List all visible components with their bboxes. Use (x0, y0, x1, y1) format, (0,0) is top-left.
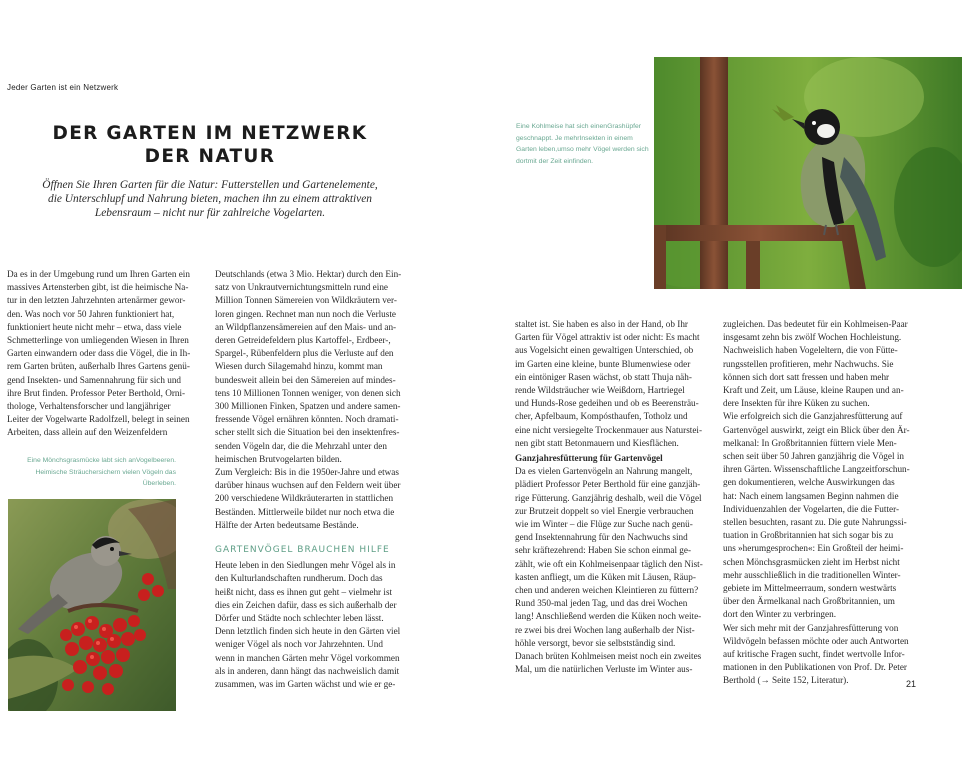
section-heading: GARTENVÖGEL BRAUCHEN HILFE (215, 545, 390, 556)
text-line: Heute leben in den Siedlungen mehr Vögel als in (215, 560, 396, 571)
text-column-3 (515, 318, 713, 676)
running-head: Jeder Garten ist ein Netzwerk (7, 83, 119, 92)
text-line: cher, Apfelbaum, Kompósthaufen, Totholz und (515, 411, 688, 422)
text-line: bundesweit allein bei den Sämereien auf mindes- (215, 374, 396, 385)
text-line: Rund 350-mal jeden Tag, und das drei Wochen (515, 598, 688, 609)
body-paragraph (515, 318, 713, 450)
text-line: gend Insektennahrung für den Nachwuchs sind (515, 532, 688, 543)
body-paragraph (515, 465, 713, 676)
text-line: ihren Gärten. Wissenschaftliche Langzeitforschun- (723, 464, 910, 475)
text-line: Nachweislich haben Vogeleltern, die von Fütte- (723, 345, 898, 356)
text-line: Garten für Vögel attraktiv ist oder nicht: Es macht (515, 332, 700, 343)
text-line: heißt nicht, dass es ihnen gut geht – vielmehr ist (215, 586, 393, 597)
text-line: schen Mönchsgrasmücken zieht im Herbst nicht (723, 556, 900, 567)
photo-caption-right (516, 121, 651, 167)
text-line: Schmetterlinge von umliegenden Wiesen in Ihren (7, 335, 189, 346)
text-line: höhle versorgt, bevor sie selbstständig sind. (515, 637, 676, 648)
page-number: 21 (906, 679, 917, 689)
text-line: Wiesen durch Silagemahd hinzu, kommt man (215, 361, 383, 372)
text-line: wie im Winter – die Flüge zur Suche nach genü- (515, 519, 693, 530)
body-paragraph (215, 268, 413, 532)
text-line: scher stellt sich die Situation bei den insektenfres- (215, 427, 400, 438)
text-line: kasten anfliegt, um die Küken mit Läusen, Räup- (515, 571, 696, 582)
text-line: Mal, um die natürlichen Verluste im Winter aus- (515, 664, 693, 675)
text-line: thologe, Verhaltensforscher und langjähriger (7, 401, 171, 412)
text-line: Da es vielen Gartenvögeln an Nahrung mangelt, (515, 466, 693, 477)
text-line: loren gingen. Rechnet man nun noch die Verluste (215, 308, 396, 319)
text-line: rende Wildsträucher wie Weißdorn, Hartriegel (515, 385, 685, 396)
text-line: Vogelbeeren. Heimische Sträucher (35, 457, 176, 476)
text-line: zählt, wie oft ein Kohlmeisenpaar täglich den Nist- (515, 558, 703, 569)
text-line: Eine Kohlmeise hat sich einen (516, 123, 608, 130)
blackcap-photo (8, 499, 176, 711)
text-column-2 (215, 268, 413, 691)
text-line: den Kulturlandschaften rundherum. Doch das (215, 573, 383, 584)
text-line: weniger Vögel als noch vor Jahrzehnten. Und (215, 639, 383, 650)
text-line: senden Vögeln dar, die die Mehrzahl unter den (215, 440, 387, 451)
text-line: im Garten eine kleine, bunte Blumenwiese oder (515, 358, 691, 369)
text-line: darüber hinaus wuchsen auf den Feldern weit über (215, 480, 401, 491)
page-title (40, 122, 380, 168)
text-line: insgesamt zehn bis zwölf Wochen Hochleistung. (723, 332, 902, 343)
text-line: können sich dort satt fressen und haben mehr (723, 371, 890, 382)
lead-paragraph (38, 178, 382, 220)
text-line: umso mehr Vögel werden sich dort (516, 146, 649, 165)
text-line: schen seit über 50 Jahren ganzjährig die Vögel in (723, 451, 904, 462)
text-line: Da es in der Umgebung rund um Ihren Garten ein (7, 269, 190, 279)
text-line: auf kritische Fragen sucht, findet wertvolle Infor- (723, 649, 905, 660)
text-line: dort den Winter zu verbringen. (723, 609, 836, 620)
text-line: satz von Unkrautvernichtungsmitteln rund eine (215, 282, 388, 293)
text-line: Deutschlands (etwa 3 Mio. Hektar) durch den Ein- (215, 269, 402, 279)
text-line: Insekten in einem Garten leben, (516, 134, 633, 153)
text-line: Spargel-, Rübenfeldern plus die Verluste auf den (215, 348, 394, 359)
text-line: gend Insekten- und Samennahrung für sich und (7, 374, 182, 385)
text-line: eine nicht versiegelte Trockenmauer aus Naturstei- (515, 424, 703, 435)
text-line: rungsstellen profitieren, mehr Nachwuchs. Sie (723, 358, 894, 369)
text-line: Hälfte der Arten bedeutsame Bestände. (215, 519, 359, 530)
text-line: Arbeiten, dass allein auf den Weizenfeldern (7, 427, 168, 438)
text-line: Denn letztlich finden sich heute in den Gärten viel (215, 626, 401, 637)
text-line: gen dokumentieren, welche Auswirkungen das (723, 477, 895, 488)
text-line: an Wildpflanzensämereien auf den Mais- und an- (215, 321, 397, 332)
text-line: staltet ist. Sie haben es also in der Hand, ob Ihr (515, 319, 688, 329)
text-line: dies ein Zeichen dafür, dass es sich außerhalb der (215, 599, 397, 610)
text-line: nen gibt statt Betonmauern und Kiesflächen. (515, 437, 679, 448)
text-line: Wildvögeln befassen möchte oder auch Antworten (723, 635, 909, 646)
subsection-heading: Ganzjahresfütterung für Gartenvögel (515, 453, 663, 464)
text-line: mehr ausschließlich in die traditionellen Winter- (723, 569, 901, 580)
text-line: 300 Millionen Finken, Spatzen und andere samen- (215, 401, 401, 412)
text-line: dere Insekten für ihre Küken zu suchen. (723, 398, 870, 409)
great-tit-photo (654, 57, 962, 289)
text-line: melkanal: In Großbritannien füttern viele Men- (723, 437, 897, 448)
text-line: Danach brüten Kohlmeisen meist noch ein zweites (515, 651, 702, 662)
text-line: lang! Anschließend werden die Küken noch weite- (515, 611, 702, 622)
text-line: Kraft und Zeit, um Läuse, kleine Raupen und an- (723, 385, 904, 396)
text-line: sehr kräftezehrend: Haben Sie schon einmal ge- (515, 545, 692, 556)
text-line: Berthold (→ Seite 152, Literatur). (723, 675, 849, 686)
text-line: Million Tonnen Sämereien von Wildkräutern ver- (215, 295, 397, 306)
lead-line: Öffnen Sie Ihren Garten für die Natur: Futterstellen und Gartenelemente, (42, 179, 378, 191)
text-line: zur Brutzeit doppelt so viel Energie verbrauchen (515, 505, 694, 516)
text-line: stellen besuchten, rasant zu. Die gute Nahrungssi- (723, 517, 907, 528)
text-line: re zwei bis drei Wochen lang außerhalb der Nist- (515, 624, 695, 635)
text-line: uns »herumgesprochen«: Ein Großteil der heimi- (723, 543, 904, 554)
text-line: Gartenvögel auswirkt, zeigt ein Blick über den Är- (723, 424, 910, 435)
text-line: chen und anderen weichen Kleintieren zu füttern? (515, 585, 699, 596)
text-line: und Hunds-Rose gedeihen und ob es Beerensträu- (515, 398, 699, 409)
text-line: Wer sich mehr mit der Ganzjahresfütterung von (723, 622, 899, 633)
text-line: mit der Zeit einfinden. (527, 157, 594, 165)
text-column-1 (7, 268, 207, 440)
text-line: tuation in Großbritannien hat sich sogar bis zu (723, 530, 894, 541)
text-line: aus Vogelsicht einen gewaltigen Unterschied, ob (515, 345, 694, 356)
text-line: wenn in manchen Gärten mehr Vögel vorkommen (215, 652, 400, 663)
text-line: massives Artensterben gibt, ist die heimische Na- (7, 282, 189, 293)
text-line: rige Fütterung. Ganzjährig deshalb, weil die Vögel (515, 492, 702, 503)
text-line: Wie erfolgreich sich die Ganzjahresfütterung auf (723, 411, 903, 422)
body-paragraph (215, 559, 413, 691)
text-line: den. Was noch vor 50 Jahren funktioniert hat, (7, 308, 175, 319)
text-line: Leiter der Vogelwarte Radolfzell, belegt in seinen (7, 414, 190, 425)
text-line: Eine Mönchsgrasmücke labt sich an (27, 457, 136, 464)
text-column-4 (723, 318, 921, 688)
title-line-2: DER NATUR (144, 146, 276, 167)
lead-line: Lebensraum – nicht nur für zahlreiche Vogelarten. (94, 207, 326, 219)
text-line: rem Garten brüten, außerhalb Ihres Gartens genü- (7, 361, 190, 372)
text-line: Individuenzahlen der Vogelarten, die die Futter- (723, 503, 900, 514)
text-line: tur in den letzten Jahrzehnten artenärmer gewor- (7, 295, 186, 306)
text-line: Garten einwandern oder dass die Vögel, die in Ih- (7, 348, 191, 359)
text-line: gebiete im Mittelmeerraum, sondern westwärts (723, 583, 897, 594)
text-line: Dörfer und Städte noch schlechter leben lässt. (215, 613, 384, 624)
text-line: über den Ärmelkanal nach Großbritannien, um (723, 596, 895, 607)
text-line: mationen in den Publikationen von Prof. Dr. Peter (723, 662, 907, 673)
text-line: zugleichen. Das bedeutet für ein Kohlmeisen-Paar (723, 319, 908, 329)
text-line: ihre Brut finden. Professor Peter Berthold, Orni- (7, 387, 186, 398)
text-line: ein eintöniger Rasen wächst, ob statt Thuja näh- (515, 371, 692, 382)
text-line: Grashüpfer geschnappt. Je mehr (516, 123, 642, 142)
text-line: plädiert Professor Peter Berthold für eine ganzjäh- (515, 479, 701, 490)
title-line-1: DER GARTEN IM NETZWERK (52, 123, 368, 144)
text-line: fressende Vögel ernähren könnten. Noch dramati- (215, 414, 399, 425)
text-line: hat: Nach einem langsamen Beginn nahmen die (723, 490, 899, 501)
text-line: Beständen. Mittlerweile bildet nur noch etwa die (215, 506, 395, 517)
text-line: als in anderen, dann hängt das nachweislich damit (215, 665, 400, 676)
photo-caption-left (8, 455, 176, 490)
text-line: tens 10 Millionen Tonnen weniger, von denen sich (215, 387, 401, 398)
text-line: funktioniert heute nicht mehr – etwa, dass viele (7, 321, 182, 332)
text-line: heimischen Brutvogelarten bilden. (215, 453, 342, 464)
text-line: deren Getreidefeldern plus Kartoffel-, Erdbeer-, (215, 335, 391, 346)
text-line: zusammen, was im Garten wächst und wie er ge- (215, 679, 396, 690)
text-line: sichern vielen Vögeln das Überleben. (98, 468, 176, 487)
lead-line: die Unterschlupf und Nahrung bieten, machen ihn zu einem attraktiven (48, 193, 372, 205)
text-line: Zum Vergleich: Bis in die 1950er-Jahre und etwas (215, 467, 399, 478)
text-line: 200 verschiedene Wildkräuterarten in stattlichen (215, 493, 394, 504)
